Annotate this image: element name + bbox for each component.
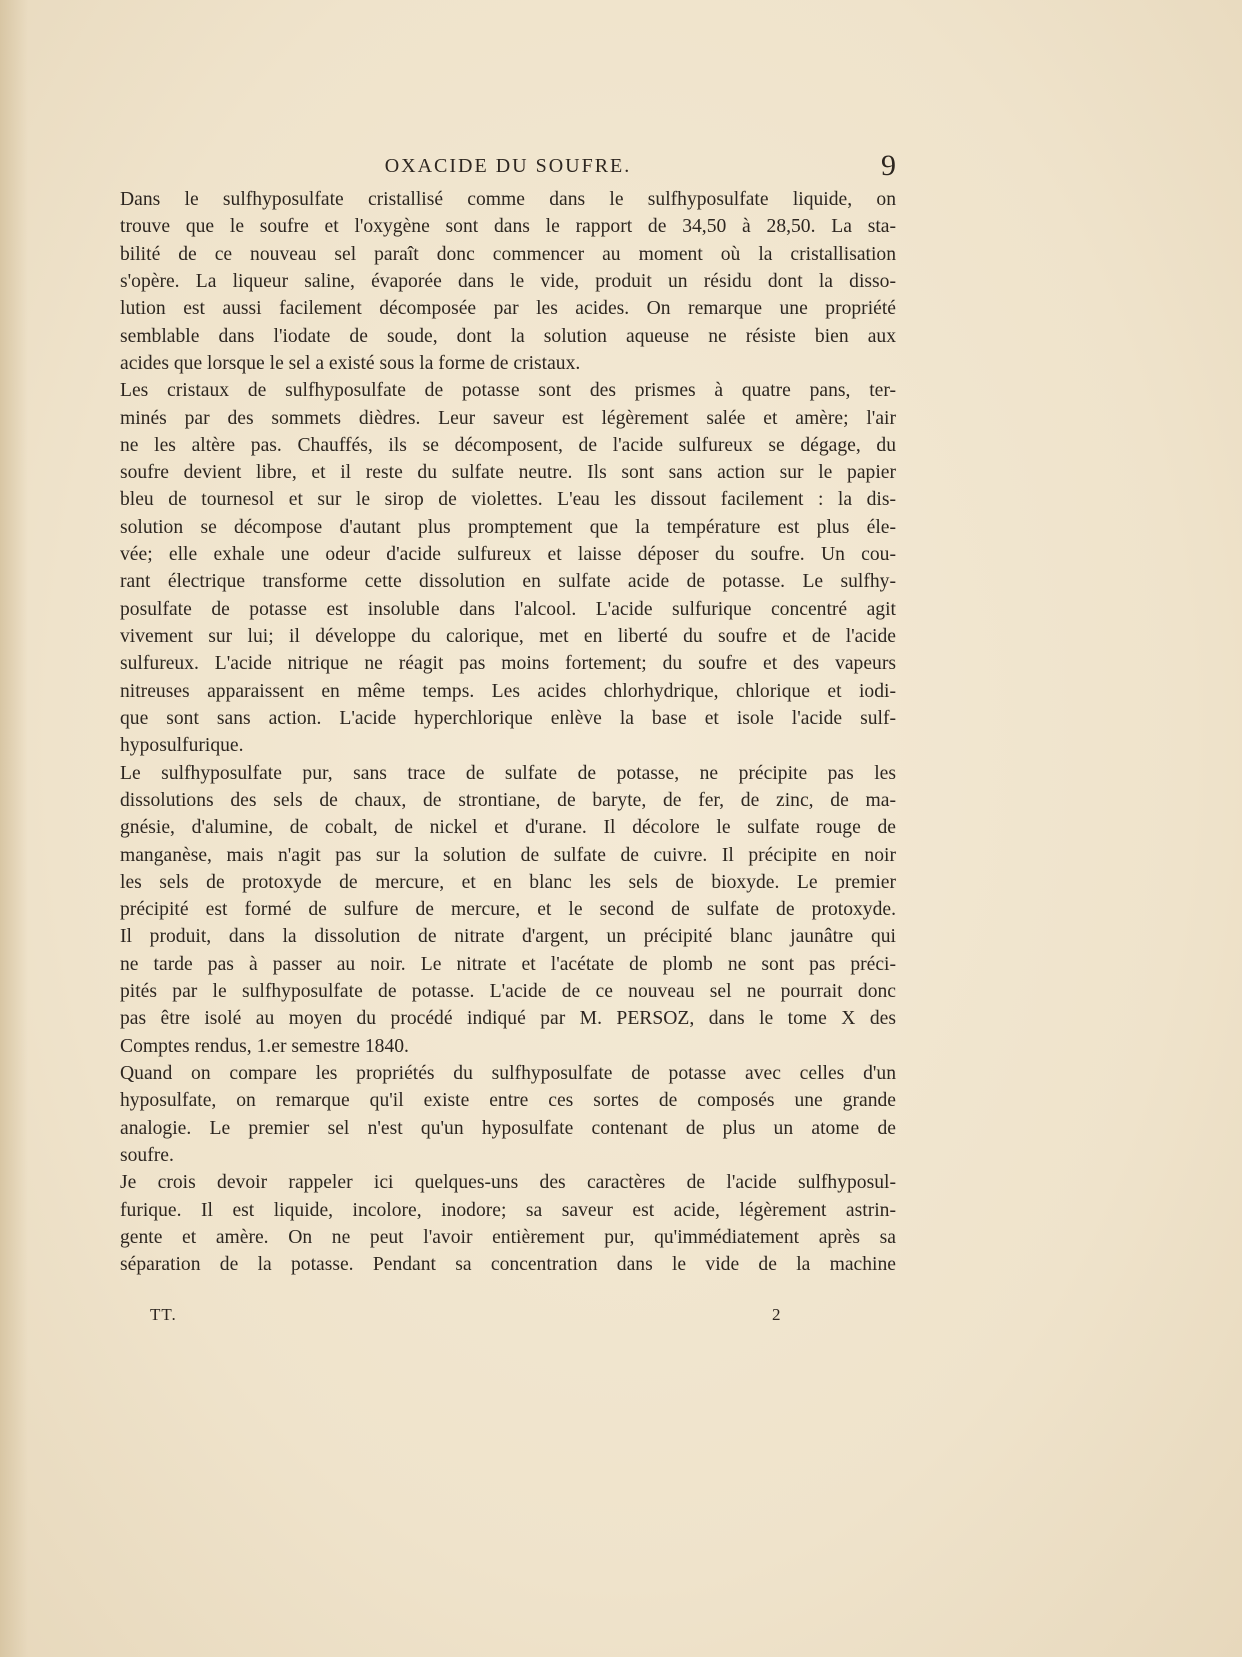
text-line: Je crois devoir rappeler ici quelques-uns des caractères de l'acide sulfhyposul- (120, 1172, 896, 1194)
text-line: gnésie, d'alumine, de cobalt, de nickel et d'urane. Il décolore le sulfate rouge de (120, 817, 896, 839)
text-line: vivement sur lui; il développe du calorique, met en liberté du soufre et de l'acide (120, 626, 896, 647)
text-line: vée; elle exhale une odeur d'acide sulfureux et laisse déposer du soufre. Un cou- (120, 544, 896, 566)
text-line: sulfureux. L'acide nitrique ne réagit pas moins fortement; du soufre et des vapeurs (120, 653, 896, 675)
page-number: 9 (881, 149, 896, 182)
signature-mark (120, 1305, 896, 1329)
text-line: séparation de la potasse. Pendant sa concentration dans le vide de la machine (120, 1254, 896, 1276)
text-line: précipité est formé de sulfure de mercure, et le second de sulfate de protoxyde. (120, 899, 896, 921)
text-line: dissolutions des sels de chaux, de strontiane, de baryte, de fer, de zinc, de ma- (120, 789, 896, 811)
text-line: pas être isolé au moyen du procédé indiqué par M. PERSOZ, dans le tome X des (120, 1008, 896, 1030)
text-line: Il produit, dans la dissolution de nitrate d'argent, un précipité blanc jaunâtre qui (120, 926, 896, 948)
signature-right: 2 (772, 1305, 781, 1324)
text-line: soufre. (120, 1144, 174, 1166)
text-line: hyposulfate, on remarque qu'il existe entre ces sortes de composés une grande (120, 1090, 896, 1112)
text-line: ne les altère pas. Chauffés, ils se décomposent, de l'acide sulfureux se dégage, du (120, 434, 896, 456)
text-line: bleu de tournesol et sur le sirop de violettes. L'eau les dissout facilement : la dis- (120, 489, 896, 511)
body-text (120, 186, 896, 1279)
text-line: Comptes rendus, 1.er semestre 1840. (120, 1035, 409, 1057)
text-line: bilité de ce nouveau sel paraît donc commencer au moment où la cristallisation (120, 243, 896, 265)
text-line: hyposulfurique. (120, 735, 244, 757)
text-line: manganèse, mais n'agit pas sur la solution de sulfate de cuivre. Il précipite en noir (120, 844, 896, 866)
text-line: lution est aussi facilement décomposée par les acides. On remarque une propriété (120, 298, 896, 320)
text-line: Quand on compare les propriétés du sulfhyposulfate de potasse avec celles d'un (120, 1063, 896, 1084)
text-line: solution se décompose d'autant plus promptement que la température est plus éle- (120, 516, 896, 538)
text-line: les sels de protoxyde de mercure, et en blanc les sels de bioxyde. Le premier (120, 871, 896, 893)
text-line: pités par le sulfhyposulfate de potasse. L'acide de ce nouveau sel ne pourrait donc (120, 981, 896, 1003)
text-line: soufre devient libre, et il reste du sulfate neutre. Ils sont sans action sur le papier (120, 462, 896, 484)
binding-shadow (0, 0, 28, 1657)
text-line: nitreuses apparaissent en même temps. Les acides chlorhydrique, chlorique et iodi- (120, 680, 896, 702)
text-line: analogie. Le premier sel n'est qu'un hyposulfate contenant de plus un atome de (120, 1117, 896, 1139)
text-line: Les cristaux de sulfhyposulfate de potasse sont des prismes à quatre pans, ter- (120, 380, 896, 402)
text-line: rant électrique transforme cette dissolution en sulfate acide de potasse. Le sulfhy- (120, 571, 896, 593)
text-line: gente et amère. On ne peut l'avoir entièrement pur, qu'immédiatement après sa (120, 1226, 896, 1248)
text-line: ne tarde pas à passer au noir. Le nitrate et l'acétate de plomb ne sont pas préci- (120, 953, 896, 975)
running-head (120, 151, 896, 183)
text-line: acides que lorsque le sel a existé sous la forme de cristaux. (120, 352, 581, 374)
text-line: semblable dans l'iodate de soude, dont la solution aqueuse ne résiste bien aux (120, 325, 896, 347)
text-line: minés par des sommets dièdres. Leur saveur est légèrement salée et amère; l'air (120, 407, 896, 429)
text-line: Le sulfhyposulfate pur, sans trace de sulfate de potasse, ne précipite pas les (120, 762, 896, 784)
text-line: trouve que le soufre et l'oxygène sont dans le rapport de 34,50 à 28,50. La sta- (120, 216, 896, 238)
text-line: s'opère. La liqueur saline, évaporée dans le vide, produit un résidu dont la disso- (120, 270, 896, 292)
text-line: furique. Il est liquide, incolore, inodore; sa saveur est acide, légèrement astrin- (120, 1199, 896, 1221)
text-line: posulfate de potasse est insoluble dans l'alcool. L'acide sulfurique concentré agit (120, 598, 896, 620)
signature-left: TT. (150, 1305, 177, 1324)
text-line: Dans le sulfhyposulfate cristallisé comme dans le sulfhyposulfate liquide, on (120, 189, 896, 210)
running-title: OXACIDE DU SOUFRE. (384, 155, 632, 177)
text-line: que sont sans action. L'acide hyperchlorique enlève la base et isole l'acide sulf- (120, 707, 896, 729)
